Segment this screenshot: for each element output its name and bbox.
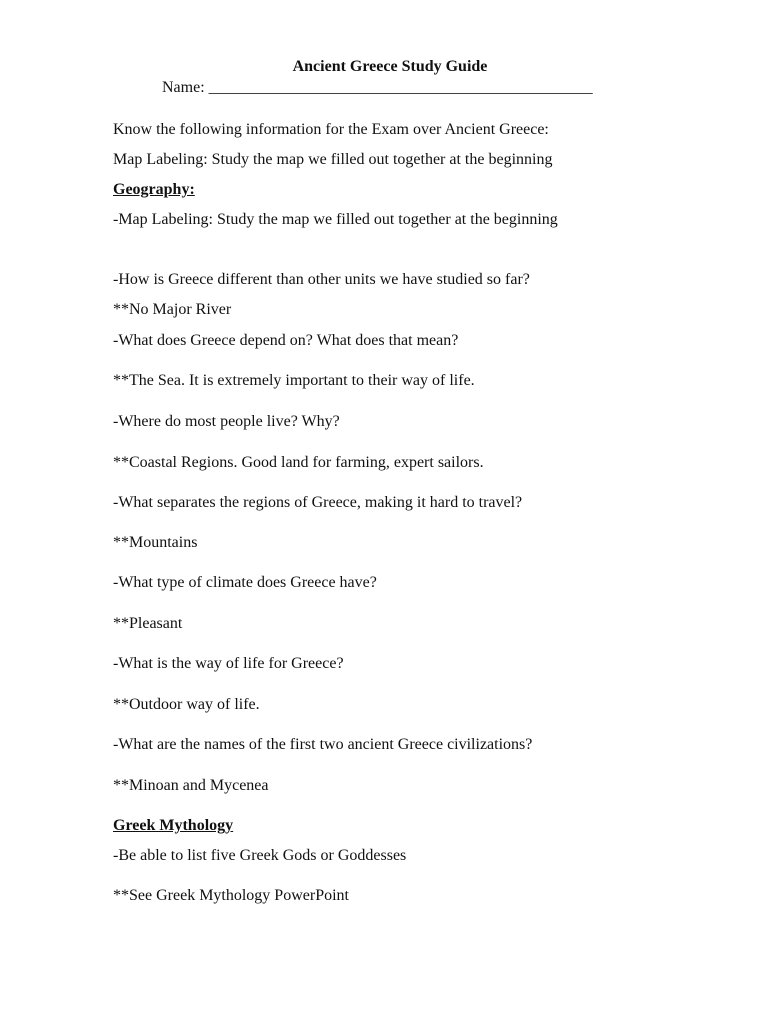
geography-line: -What is the way of life for Greece? xyxy=(113,655,344,672)
document-title: Ancient Greece Study Guide xyxy=(292,58,488,75)
name-blank-line: ________________________________________________ xyxy=(208,79,593,96)
geography-line: -How is Greece different than other units we have studied so far? xyxy=(113,271,530,288)
geography-line: -What does Greece depend on? What does that mean? xyxy=(113,332,459,349)
geography-line: -Map Labeling: Study the map we filled out together at the beginning xyxy=(113,211,558,228)
intro-text: Know the following information for the Exam over Ancient Greece: xyxy=(113,121,549,138)
geography-heading: Geography: xyxy=(113,181,195,198)
geography-line: **Mountains xyxy=(113,534,198,551)
mythology-line: -Be able to list five Greek Gods or Goddesses xyxy=(113,847,407,864)
name-field xyxy=(162,78,593,98)
geography-line: -What are the names of the first two ancient Greece civilizations? xyxy=(113,736,533,753)
geography-line: **The Sea. It is extremely important to their way of life. xyxy=(113,372,475,389)
geography-line: -What type of climate does Greece have? xyxy=(113,574,377,591)
map-labeling-note: Map Labeling: Study the map we filled out together at the beginning xyxy=(113,151,553,168)
geography-line: **Coastal Regions. Good land for farming, expert sailors. xyxy=(113,454,484,471)
mythology-line: **See Greek Mythology PowerPoint xyxy=(113,887,349,904)
geography-line: **Outdoor way of life. xyxy=(113,696,260,713)
geography-line: -Where do most people live? Why? xyxy=(113,413,340,430)
geography-line: **Minoan and Mycenea xyxy=(113,777,269,794)
geography-line: -What separates the regions of Greece, making it hard to travel? xyxy=(113,494,523,511)
geography-line: **No Major River xyxy=(113,301,232,318)
geography-line: **Pleasant xyxy=(113,615,183,632)
greek-mythology-heading: Greek Mythology xyxy=(113,817,234,834)
name-label: Name: xyxy=(162,79,205,96)
